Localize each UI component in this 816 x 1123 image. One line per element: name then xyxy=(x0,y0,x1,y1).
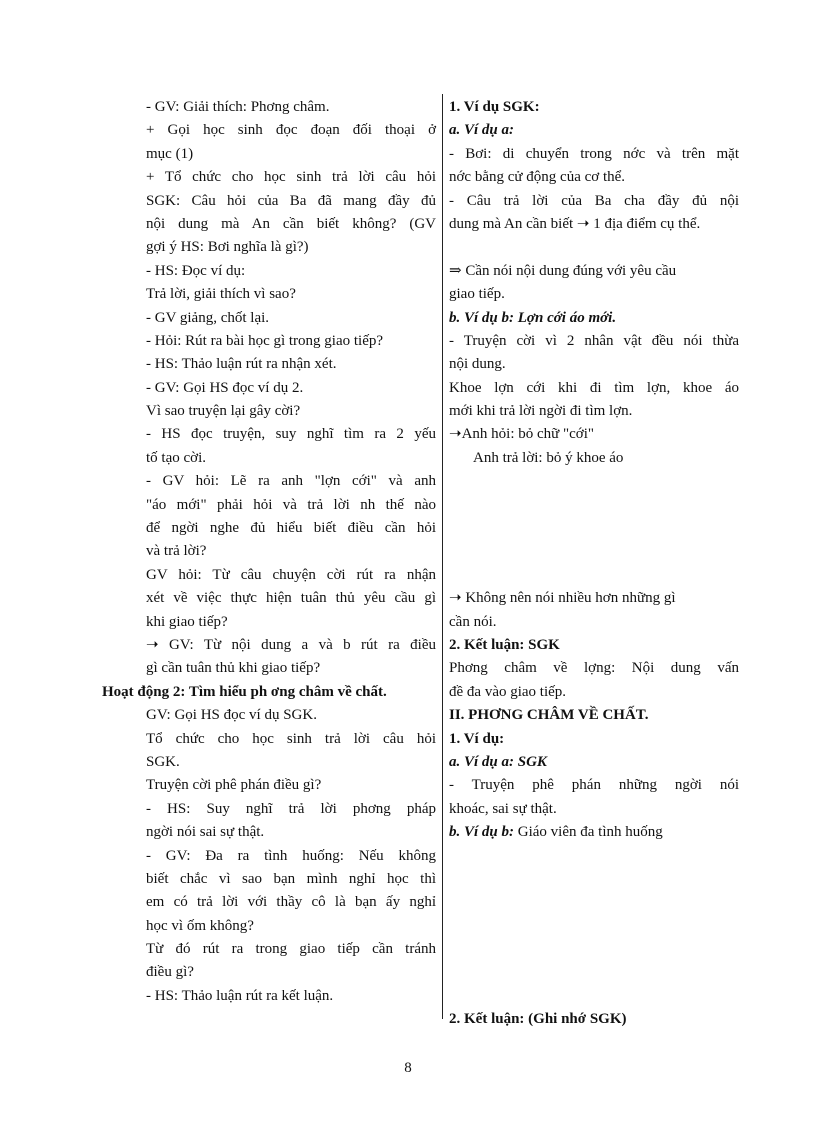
left-line: + Tổ chức cho học sinh trả lời câu hỏi xyxy=(146,169,436,186)
subheading-example-b-label: b. Ví dụ b: xyxy=(449,824,515,841)
spacer xyxy=(449,891,739,914)
left-line: khi giao tiếp? xyxy=(146,613,228,630)
subheading-example: 1. Ví dụ: xyxy=(449,730,505,747)
left-line: Vì sao truyện lại gây cời? xyxy=(146,403,301,420)
right-line: - Bơi: di chuyển trong nớc và trên mặt xyxy=(449,145,739,162)
conclusion-heading-1: 2. Kết luận: SGK xyxy=(449,636,560,653)
left-line: + Gọi học sinh đọc đoạn đối thoại ở xyxy=(146,122,436,139)
left-line: - HS: Suy nghĩ trả lời phơng pháp xyxy=(146,800,436,817)
left-line: Tổ chức cho học sinh trả lời câu hỏi xyxy=(146,730,436,747)
left-line: điều gì? xyxy=(146,964,194,981)
left-line: nội dung mà An cần biết không? (GV xyxy=(146,215,436,232)
right-line: nội dung. xyxy=(449,356,506,373)
left-line: để ngời nghe đủ hiểu biết điều cần hỏi xyxy=(146,520,436,537)
left-line: Truyện cời phê phán điều gì? xyxy=(146,777,322,794)
left-line: - GV hỏi: Lẽ ra anh "lợn cới" và anh xyxy=(146,473,436,490)
spacer xyxy=(449,845,739,868)
left-line: - Hỏi: Rút ra bài học gì trong giao tiếp? xyxy=(146,332,384,349)
right-line: - Truyện phê phán những ngời nói xyxy=(449,777,739,794)
subheading-example-a-sgk: a. Ví dụ a: SGK xyxy=(449,753,547,770)
left-line: em có trả lời với thầy cô là bạn ấy nghỉ xyxy=(146,894,436,911)
left-line: GV: Gọi HS đọc ví dụ SGK. xyxy=(146,707,317,724)
left-line: - HS đọc truyện, suy nghĩ tìm ra 2 yếu xyxy=(146,426,436,443)
right-line: ➝ Không nên nói nhiều hơn những gì xyxy=(449,590,676,607)
spacer xyxy=(449,494,739,517)
right-line: - Câu trả lời của Ba cha đầy đủ nội xyxy=(449,192,739,209)
left-line: - HS: Thảo luận rút ra nhận xét. xyxy=(146,356,337,373)
right-line: khoác, sai sự thật. xyxy=(449,800,557,817)
section-heading-quality-maxim: II. PHƠNG CHÂM VỀ CHẤT. xyxy=(449,707,649,724)
left-line: SGK. xyxy=(146,753,180,770)
left-line: gì cần tuân thủ khi giao tiếp? xyxy=(146,660,321,677)
subheading-example-b: b. Ví dụ b: Lợn cới áo mới. xyxy=(449,309,617,326)
left-line: - HS: Thảo luận rút ra kết luận. xyxy=(146,987,334,1004)
example-b-text: Giáo viên đa tình huống xyxy=(514,824,663,841)
right-line: Phơng châm về lợng: Nội dung vấn xyxy=(449,660,739,677)
right-line: dung mà An cần biết ➝ 1 địa điểm cụ thể. xyxy=(449,215,701,232)
left-line: tố tạo cời. xyxy=(146,449,206,466)
left-line: và trả lời? xyxy=(146,543,207,560)
left-line: xét về việc thực hiện tuân thủ yêu cầu gì xyxy=(146,590,436,607)
spacer xyxy=(449,470,739,493)
right-line-example-b xyxy=(449,821,739,844)
left-column-teacher-student-activities xyxy=(102,96,436,1008)
left-line: GV hỏi: Từ câu chuyện cời rút ra nhận xyxy=(146,566,436,583)
left-line: - HS: Đọc ví dụ: xyxy=(146,262,246,279)
left-line: - GV: Gọi HS đọc ví dụ 2. xyxy=(146,379,304,396)
right-line: Khoe lợn cới khi đi tìm lợn, khoe áo xyxy=(449,379,739,396)
spacer xyxy=(449,236,739,259)
right-line: ⇒ Cần nói nội dung đúng với yêu cầu xyxy=(449,262,677,279)
spacer xyxy=(449,961,739,984)
left-line: mục (1) xyxy=(146,145,194,162)
left-line: - GV giảng, chốt lại. xyxy=(146,309,270,326)
right-line: - Truyện cời vì 2 nhân vật đều nói thừa xyxy=(449,332,739,349)
spacer xyxy=(449,915,739,938)
activity-2-heading: Hoạt động 2: Tìm hiểu ph ơng châm về chất. xyxy=(102,683,387,700)
subheading-example-a: a. Ví dụ a: xyxy=(449,122,515,139)
right-line: giao tiếp. xyxy=(449,286,505,303)
left-line: ➝ GV: Từ nội dung a và b rút ra điều xyxy=(146,636,436,653)
column-divider xyxy=(442,94,443,1019)
spacer xyxy=(449,564,739,587)
right-line: Anh trả lời: bỏ ý khoe áo xyxy=(473,449,624,466)
left-line: biết chắc vì sao bạn mình nghỉ học thì xyxy=(146,870,436,887)
spacer xyxy=(449,540,739,563)
right-line: ➝Anh hỏi: bỏ chữ "cới" xyxy=(449,426,595,443)
left-line: - GV: Giải thích: Phơng châm. xyxy=(146,99,330,115)
left-line: "áo mới" phải hỏi và trả lời nh thế nào xyxy=(146,496,436,513)
right-line: cần nói. xyxy=(449,613,497,630)
left-line: gợi ý HS: Bơi nghĩa là gì?) xyxy=(146,239,309,256)
right-column-lesson-content xyxy=(449,96,739,1032)
spacer xyxy=(449,868,739,891)
section-heading-example-sgk: 1. Ví dụ SGK: xyxy=(449,99,540,115)
spacer xyxy=(449,517,739,540)
left-line: ngời nói sai sự thật. xyxy=(146,824,265,841)
left-line: Trả lời, giải thích vì sao? xyxy=(146,286,296,303)
conclusion-heading-2: 2. Kết luận: (Ghi nhớ SGK) xyxy=(449,1011,627,1028)
right-line: nớc bằng cử động của cơ thể. xyxy=(449,169,626,186)
page-number: 8 xyxy=(404,1060,412,1076)
left-line: - GV: Đa ra tình huống: Nếu không xyxy=(146,847,436,864)
left-line: SGK: Câu hỏi của Ba đã mang đầy đủ xyxy=(146,192,436,209)
left-line: học vì ốm không? xyxy=(146,917,254,934)
spacer xyxy=(449,985,739,1008)
left-line: Từ đó rút ra trong giao tiếp cần tránh xyxy=(146,941,436,958)
right-line: mới khi trả lời ngời đi tìm lợn. xyxy=(449,403,633,420)
right-line: đề đa vào giao tiếp. xyxy=(449,683,567,700)
spacer xyxy=(449,938,739,961)
